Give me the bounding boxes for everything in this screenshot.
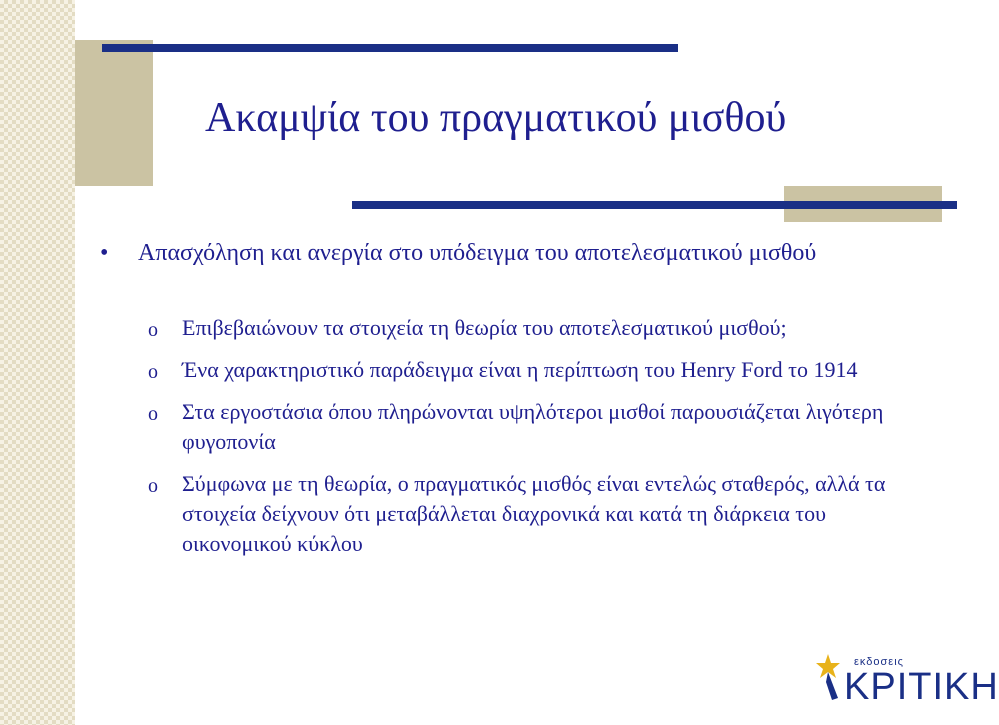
sub-bullet-item [148,397,938,457]
sub-bullet-icon: o [148,403,158,425]
sub-bullet-item [148,313,938,343]
sub-bullet-icon: o [148,475,158,497]
decorative-tan-block-top [75,40,153,186]
bullet-dot-icon: • [100,240,109,266]
sub-bullet-icon: o [148,319,158,341]
slide-title: Ακαμψία του πραγματικού μισθού [205,95,787,141]
sub-bullet-text: Ένα χαρακτηριστικό παράδειγμα είναι η περίπτωση του Henry Ford το 1914 [182,357,858,382]
logo-big-text: ΚΡΙΤΙΚΗ [844,666,999,708]
sub-bullet-text: Σύμφωνα με τη θεωρία, ο πραγματικός μισθός είναι εντελώς σταθερός, αλλά τα στοιχεία δείχνουν ότι μεταβάλλεται διαχρονικά και κατά τη διάρκεια του οικονομικού κύκλου [182,471,886,556]
main-bullet [100,238,880,268]
main-bullet-text: Απασχόληση και ανεργία στο υπόδειγμα του αποτελεσματικού μισθού [138,240,817,266]
decorative-line-middle [352,201,957,209]
decorative-line-top [102,44,678,52]
publisher-logo [814,650,999,720]
sub-bullet-item [148,469,938,559]
sub-bullet-text: Επιβεβαιώνουν τα στοιχεία τη θεωρία του αποτελεσματικού μισθού; [182,315,787,340]
sub-bullet-text: Στα εργοστάσια όπου πληρώνονται υψηλότεροι μισθοί παρουσιάζεται λιγότερη φυγοπονία [182,399,884,454]
checker-pattern-strip [0,0,75,725]
sub-bullet-icon: o [148,361,158,383]
sub-bullet-list [148,313,938,571]
logo-small-text: εκδοσεις [854,656,904,668]
sub-bullet-item [148,355,938,385]
